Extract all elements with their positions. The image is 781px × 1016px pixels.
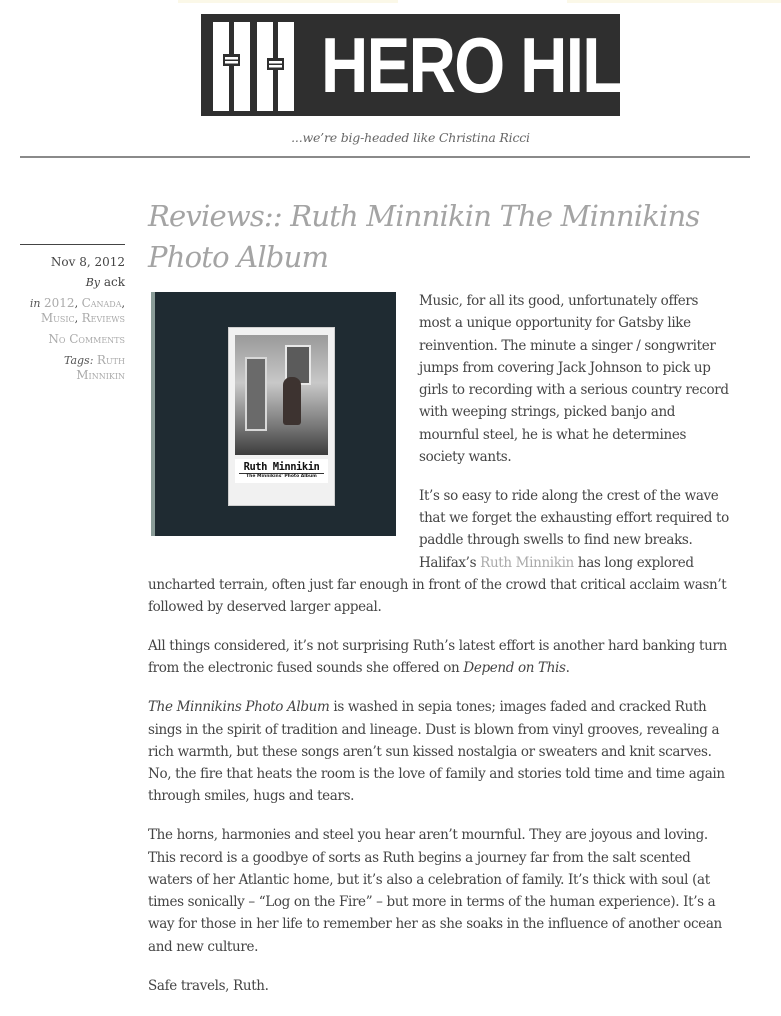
header-divider — [20, 156, 750, 158]
paragraph-4 — [148, 696, 730, 807]
in-label: in — [29, 297, 41, 310]
cover-artist: Ruth Minnikin — [243, 461, 320, 473]
post-title[interactable]: Reviews:: Ruth Minnikin The Minnikins Photo Album — [148, 199, 700, 274]
post-comments — [20, 332, 125, 347]
logo-text: HERO HILL — [321, 21, 659, 109]
paragraph-3-text-a: All things considered, it’s not surprising Ruth’s latest effort is another hard banking turn from the electronic fused sounds she offered on — [148, 638, 727, 677]
by-label: By — [85, 276, 101, 289]
author-name: ack — [103, 275, 125, 289]
tag-link-ruth-minnikin[interactable]: Ruth Minnikin — [76, 353, 125, 382]
paragraph-2-text-a: It’s so easy to ride along the crest of the wave that we forget the exhausting effort required to paddle through swells to find new breaks. Halifax’s — [419, 487, 729, 571]
fader-sliders-icon — [201, 14, 301, 116]
paragraph-4-text: is washed in sepia tones; images faded and cracked Ruth sings in the spirit of tradition and lineage. Dust is blown from vinyl grooves, revealing a rich warmth, but these songs aren’t sun kissed nostalgia or sweaters and knit scarves. No, the fire that heats the room is the love of family and stories told time and time again through smiles, hugs and tears. — [148, 699, 725, 805]
post-date: Nov 8, 2012 — [50, 255, 125, 269]
post-categories: in 2012, Canada, Music, Reviews — [29, 296, 125, 325]
image-float-spacer — [148, 290, 419, 553]
artist-link[interactable]: Ruth Minnikin — [480, 554, 574, 571]
paragraph-3-text-b: . — [565, 660, 570, 677]
post-meta — [20, 244, 125, 383]
site-tagline: ...we’re big-headed like Christina Ricci — [291, 130, 530, 145]
post-tags — [20, 353, 125, 383]
paragraph-3 — [148, 635, 730, 680]
comments-link[interactable]: No Comments — [48, 332, 125, 346]
site-logo[interactable] — [201, 14, 659, 116]
post-byline — [20, 275, 125, 290]
post-body — [148, 290, 730, 1013]
category-link-canada[interactable]: Canada — [81, 296, 122, 310]
meta-divider — [20, 244, 125, 245]
paragraph-1: Music, for all its good, unfortunately offers most a unique opportunity for Gatsby like reinvention. The minute a singer / songwriter jumps from covering Jack Johnson to pick up girls to recording with a serious country record with weeping strings, picked banjo and mournful steel, he is what he determines society wants. — [419, 293, 729, 466]
album-title: The Minnikins Photo Album — [148, 699, 330, 716]
paragraph-5: The horns, harmonies and steel you hear aren’t mournful. They are joyous and loving. This record is a goodbye of sorts as Ruth begins a journey far from the salt scented waters of her Atlantic home, but it’s also a celebration of family. It’s thick with soul (at times sonically – “Log on the Fire” – but more in terms of the human experience). It’s a way for those in her life to remember her as she soaks in the influence of another ocean and new culture. — [148, 827, 722, 955]
album-title-previous: Depend on This — [463, 660, 566, 677]
cover-album: The Minnikins' Photo Album — [239, 473, 324, 480]
top-strip-mark — [178, 0, 398, 3]
tags-label: Tags: — [63, 354, 94, 367]
category-link-music[interactable]: Music — [40, 311, 75, 325]
category-link-reviews[interactable]: Reviews — [81, 311, 125, 325]
category-link-2012[interactable]: 2012 — [44, 296, 75, 310]
top-strip-mark — [567, 0, 781, 3]
top-strip — [0, 0, 781, 4]
paragraph-2-text-b: has long explored uncharted terrain, often just far enough in front of the crowd that critical acclaim wasn’t followed by deserved larger appeal. — [148, 554, 727, 616]
paragraph-6: Safe travels, Ruth. — [148, 977, 269, 994]
